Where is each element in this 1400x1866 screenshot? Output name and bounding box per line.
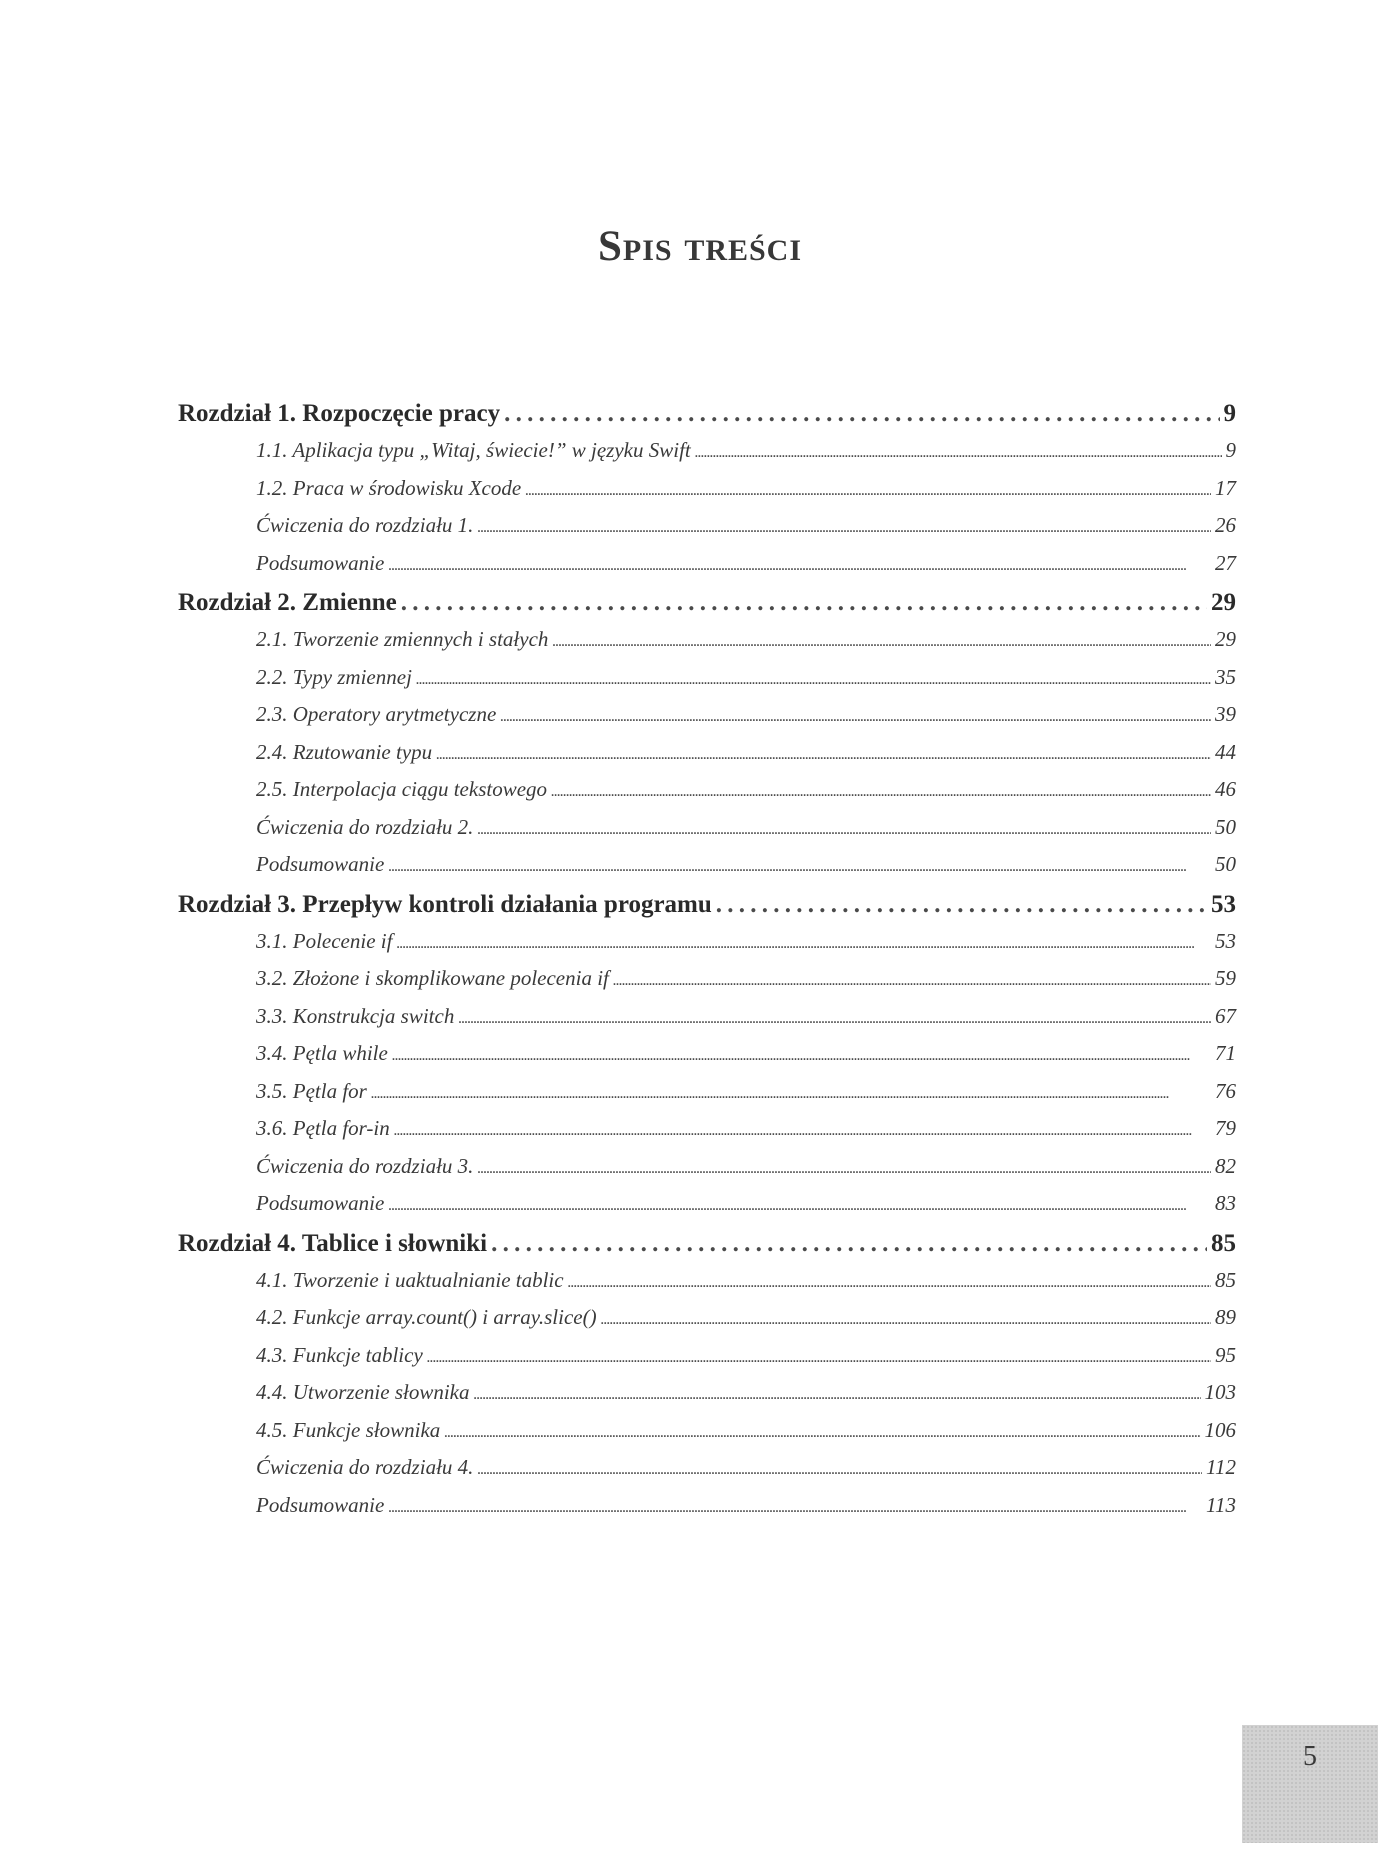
toc-section-page-number: 46: [1215, 777, 1236, 801]
toc-chapter-label: Rozdział 2. Zmienne: [178, 589, 397, 616]
toc-chapter[interactable]: [178, 1225, 1236, 1262]
toc-section-page-number: 27: [1215, 550, 1236, 575]
toc-section-page-number: 59: [1215, 966, 1236, 990]
toc-section-label: Podsumowanie: [256, 1191, 385, 1215]
toc-section-label: 3.1. Polecenie if: [256, 928, 393, 953]
toc-section[interactable]: [256, 846, 1236, 884]
dot-leader: [436, 734, 1211, 774]
toc-section[interactable]: [256, 1110, 1236, 1148]
toc-section[interactable]: [256, 1412, 1236, 1450]
toc-section-page-number: 17: [1215, 475, 1236, 500]
toc-section[interactable]: [256, 1487, 1236, 1525]
toc-chapter-page-number: 29: [1211, 589, 1236, 616]
page-number-box: [1242, 1725, 1378, 1843]
dot-leader: [388, 545, 1211, 585]
toc-section[interactable]: [256, 998, 1236, 1036]
dot-leader: [477, 809, 1211, 849]
toc-section[interactable]: [256, 1449, 1236, 1487]
dot-leader: [568, 1262, 1211, 1302]
toc-section-label: Ćwiczenia do rozdziału 2.: [256, 814, 474, 839]
toc-section[interactable]: [256, 1148, 1236, 1186]
toc-section[interactable]: [256, 1185, 1236, 1223]
dot-leader: [716, 886, 1207, 923]
toc-section[interactable]: [256, 734, 1236, 772]
toc-section[interactable]: [256, 432, 1236, 470]
dot-leader: [388, 846, 1211, 886]
dot-leader: [477, 1449, 1202, 1489]
toc-section-label: Podsumowanie: [256, 1492, 385, 1517]
toc-section-label: 2.3. Operatory arytmetyczne: [256, 702, 497, 726]
toc-section[interactable]: [256, 771, 1236, 809]
toc-section-label: Podsumowanie: [256, 852, 385, 876]
toc-section[interactable]: [256, 696, 1236, 734]
toc-section-label: 2.4. Rzutowanie typu: [256, 739, 433, 764]
dot-leader: [504, 395, 1219, 432]
page-title: Spis treści: [597, 223, 803, 270]
toc-section-page-number: 44: [1215, 739, 1236, 764]
toc-section-page-number: 67: [1215, 1003, 1236, 1028]
toc-section-page-number: 9: [1225, 438, 1236, 462]
toc-section[interactable]: [256, 507, 1236, 545]
toc-section[interactable]: [256, 809, 1236, 847]
dot-leader: [613, 960, 1211, 1000]
toc-section-label: 4.2. Funkcje array.count() i array.slice(): [256, 1305, 597, 1329]
dot-leader: [396, 923, 1211, 963]
toc-section-label: 2.5. Interpolacja ciągu tekstowego: [256, 777, 548, 801]
dot-leader: [392, 1035, 1211, 1075]
toc-chapter-label: Rozdział 1. Rozpoczęcie pracy: [178, 400, 501, 427]
toc-section-page-number: 76: [1215, 1078, 1236, 1103]
dot-leader: [551, 771, 1211, 811]
toc-chapter-page-number: 53: [1211, 890, 1236, 918]
toc-section-label: 4.1. Tworzenie i uaktualnianie tablic: [256, 1267, 564, 1292]
toc-chapter-page-number: 85: [1211, 1229, 1236, 1257]
toc-section-label: 4.5. Funkcje słownika: [256, 1417, 441, 1442]
dot-leader: [474, 1374, 1201, 1414]
dot-leader: [394, 1110, 1211, 1150]
toc-section[interactable]: [256, 923, 1236, 961]
dot-leader: [388, 1185, 1211, 1225]
toc-section-label: Ćwiczenia do rozdziału 4.: [256, 1455, 474, 1479]
toc-section[interactable]: [256, 1073, 1236, 1111]
toc-section-label: 3.5. Pętla for: [256, 1078, 367, 1103]
toc-section-page-number: 85: [1215, 1267, 1236, 1292]
toc-section-label: Ćwiczenia do rozdziału 3.: [256, 1153, 474, 1178]
toc-section[interactable]: [256, 1299, 1236, 1337]
toc-section[interactable]: [256, 1374, 1236, 1412]
toc-chapter-label: Rozdział 4. Tablice i słowniki: [178, 1229, 488, 1257]
toc-section-page-number: 103: [1204, 1380, 1236, 1404]
toc-section[interactable]: [256, 1035, 1236, 1073]
toc-section-label: Podsumowanie: [256, 550, 385, 575]
toc-section-label: 4.4. Utworzenie słownika: [256, 1380, 470, 1404]
toc-section-page-number: 79: [1215, 1116, 1236, 1140]
toc-section-page-number: 71: [1215, 1041, 1236, 1065]
toc-section-page-number: 113: [1206, 1492, 1236, 1517]
dot-leader: [388, 1487, 1202, 1527]
toc-section-label: Ćwiczenia do rozdziału 1.: [256, 513, 474, 537]
toc-section-page-number: 53: [1215, 928, 1236, 953]
toc-section-page-number: 106: [1204, 1417, 1236, 1442]
toc-section-page-number: 26: [1215, 513, 1236, 537]
toc-chapter[interactable]: [178, 886, 1236, 923]
toc-section-page-number: 95: [1215, 1342, 1236, 1367]
toc-section-page-number: 82: [1215, 1153, 1236, 1178]
toc-section-page-number: 112: [1206, 1455, 1236, 1479]
dot-leader: [500, 696, 1211, 736]
dot-leader: [371, 1073, 1211, 1113]
toc-section-page-number: 50: [1215, 852, 1236, 876]
dot-leader: [401, 584, 1207, 621]
toc-chapter-page-number: 9: [1223, 400, 1236, 427]
toc-section-page-number: 89: [1215, 1305, 1236, 1329]
toc-section-label: 4.3. Funkcje tablicy: [256, 1342, 423, 1367]
toc-section[interactable]: [256, 470, 1236, 508]
toc-section[interactable]: [256, 621, 1236, 659]
dot-leader: [491, 1225, 1207, 1262]
toc-chapter[interactable]: [178, 584, 1236, 621]
toc-section-label: 1.1. Aplikacja typu „Witaj, świecie!” w języku Swift: [256, 438, 691, 462]
toc-section-label: 1.2. Praca w środowisku Xcode: [256, 475, 522, 500]
table-of-contents: [178, 393, 1236, 1524]
toc-chapter[interactable]: [178, 395, 1236, 432]
toc-section-page-number: 35: [1215, 664, 1236, 689]
dot-leader: [458, 998, 1211, 1038]
dot-leader: [427, 1337, 1211, 1377]
dot-leader: [695, 432, 1222, 472]
dot-leader: [477, 1148, 1211, 1188]
toc-section-label: 3.3. Konstrukcja switch: [256, 1003, 455, 1028]
toc-section-label: 3.2. Złożone i skomplikowane polecenia if: [256, 966, 609, 990]
toc-chapter-label: Rozdział 3. Przepływ kontroli działania programu: [178, 890, 712, 918]
toc-section-label: 3.6. Pętla for-in: [256, 1116, 390, 1140]
toc-section-page-number: 83: [1215, 1191, 1236, 1215]
dot-leader: [525, 470, 1211, 510]
toc-section-label: 3.4. Pętla while: [256, 1041, 388, 1065]
toc-section-page-number: 50: [1215, 814, 1236, 839]
toc-section[interactable]: [256, 960, 1236, 998]
dot-leader: [416, 659, 1211, 699]
dot-leader: [601, 1299, 1211, 1339]
toc-section-page-number: 29: [1215, 627, 1236, 651]
toc-section[interactable]: [256, 659, 1236, 697]
toc-section-page-number: 39: [1215, 702, 1236, 726]
toc-section-label: 2.2. Typy zmiennej: [256, 664, 412, 689]
toc-section[interactable]: [256, 1337, 1236, 1375]
toc-section[interactable]: [256, 545, 1236, 583]
dot-leader: [552, 621, 1211, 661]
page-number: 5: [1303, 1741, 1317, 1772]
dot-leader: [477, 507, 1211, 547]
toc-section-label: 2.1. Tworzenie zmiennych i stałych: [256, 627, 549, 651]
toc-section[interactable]: [256, 1262, 1236, 1300]
dot-leader: [444, 1412, 1200, 1452]
